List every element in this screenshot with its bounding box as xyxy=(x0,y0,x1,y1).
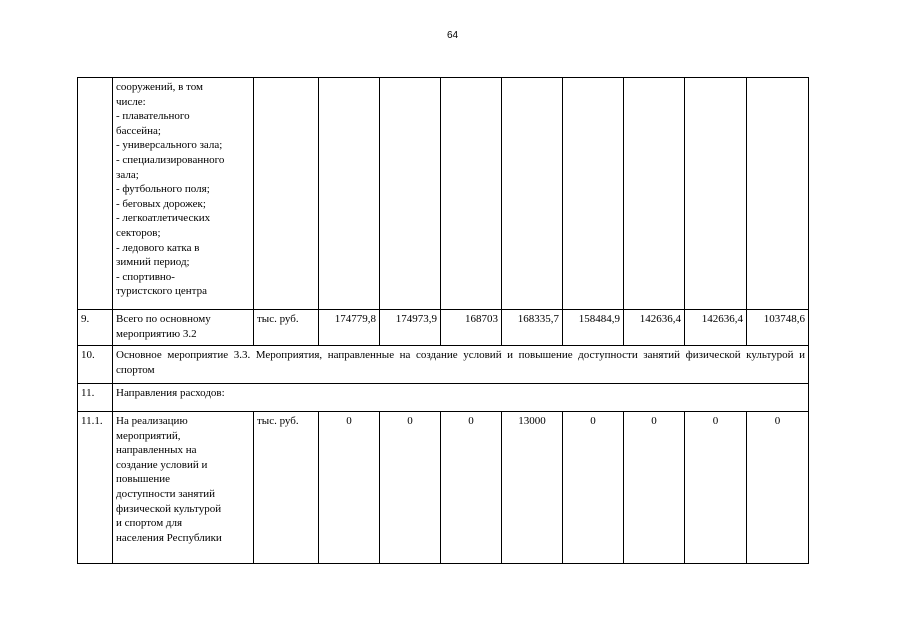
value-cell xyxy=(380,78,441,310)
name-line: бассейна; xyxy=(116,124,161,137)
name-line: мероприятий, xyxy=(116,429,181,442)
value-cell: 142636,4 xyxy=(624,310,685,346)
name-cell xyxy=(113,412,254,564)
name-line: - спортивно- xyxy=(116,270,175,283)
name-line: числе: xyxy=(116,95,146,108)
name-line: и спортом для xyxy=(116,517,183,530)
name-line: На реализацию xyxy=(116,415,188,427)
value-cell: 0 xyxy=(563,412,624,564)
name-line: направленных на xyxy=(116,444,197,457)
row-number-cell: 10. xyxy=(78,346,113,384)
value-cell: 13000 xyxy=(502,412,563,564)
value-cell: 168335,7 xyxy=(502,310,563,346)
name-line: населения Республики xyxy=(116,531,222,544)
value-cell xyxy=(685,78,747,310)
budget-table xyxy=(77,77,809,564)
table-row xyxy=(78,412,809,564)
name-line: - беговых дорожек; xyxy=(116,197,206,210)
value-cell: 0 xyxy=(319,412,380,564)
value-cell xyxy=(624,78,685,310)
name-cell xyxy=(113,78,254,310)
value-cell: 0 xyxy=(441,412,502,564)
value-cell: 174973,9 xyxy=(380,310,441,346)
name-line: доступности занятий xyxy=(116,487,216,500)
section-title-cell: Направления расходов: xyxy=(113,384,809,412)
name-line: - футбольного поля; xyxy=(116,183,210,196)
name-line: повышение xyxy=(116,473,170,486)
name-line: туристского центра xyxy=(116,285,208,298)
value-cell: 0 xyxy=(380,412,441,564)
value-cell: 168703 xyxy=(441,310,502,346)
name-line: - легкоатлетических xyxy=(116,212,211,225)
row-number-cell: 11.1. xyxy=(78,412,113,564)
unit-cell: тыс. руб. xyxy=(254,310,319,346)
value-cell: 0 xyxy=(624,412,685,564)
table-row xyxy=(78,346,809,384)
name-line: сооружений, в том xyxy=(116,81,203,93)
name-line: - специализированного xyxy=(116,153,225,166)
value-cell: 142636,4 xyxy=(685,310,747,346)
unit-cell xyxy=(254,78,319,310)
section-title-cell: Основное мероприятие 3.3. Мероприятия, направленные на создание условий и повышение доступности занятий физической культурой и спортом xyxy=(113,346,809,384)
row-number-cell xyxy=(78,78,113,310)
table-row xyxy=(78,310,809,346)
value-cell: 0 xyxy=(685,412,747,564)
name-line: секторов; xyxy=(116,226,161,239)
name-line: - ледового катка в xyxy=(116,241,200,254)
name-line: физической культурой xyxy=(116,502,222,515)
value-cell: 103748,6 xyxy=(747,310,809,346)
name-cell: Всего по основному мероприятию 3.2 xyxy=(113,310,254,346)
table-row xyxy=(78,384,809,412)
value-cell: 0 xyxy=(747,412,809,564)
page-number: 64 xyxy=(446,30,459,41)
table-row xyxy=(78,78,809,310)
name-line: зала; xyxy=(116,168,139,181)
name-line: зимний период; xyxy=(116,256,190,269)
row-number-cell: 11. xyxy=(78,384,113,412)
row-number-cell: 9. xyxy=(78,310,113,346)
name-line: создание условий и xyxy=(116,458,208,471)
value-cell xyxy=(441,78,502,310)
name-line: - плавательного xyxy=(116,110,190,123)
name-line: - универсального зала; xyxy=(116,139,223,152)
value-cell: 174779,8 xyxy=(319,310,380,346)
unit-cell: тыс. руб. xyxy=(254,412,319,564)
value-cell: 158484,9 xyxy=(563,310,624,346)
value-cell xyxy=(502,78,563,310)
value-cell xyxy=(563,78,624,310)
value-cell xyxy=(319,78,380,310)
value-cell xyxy=(747,78,809,310)
